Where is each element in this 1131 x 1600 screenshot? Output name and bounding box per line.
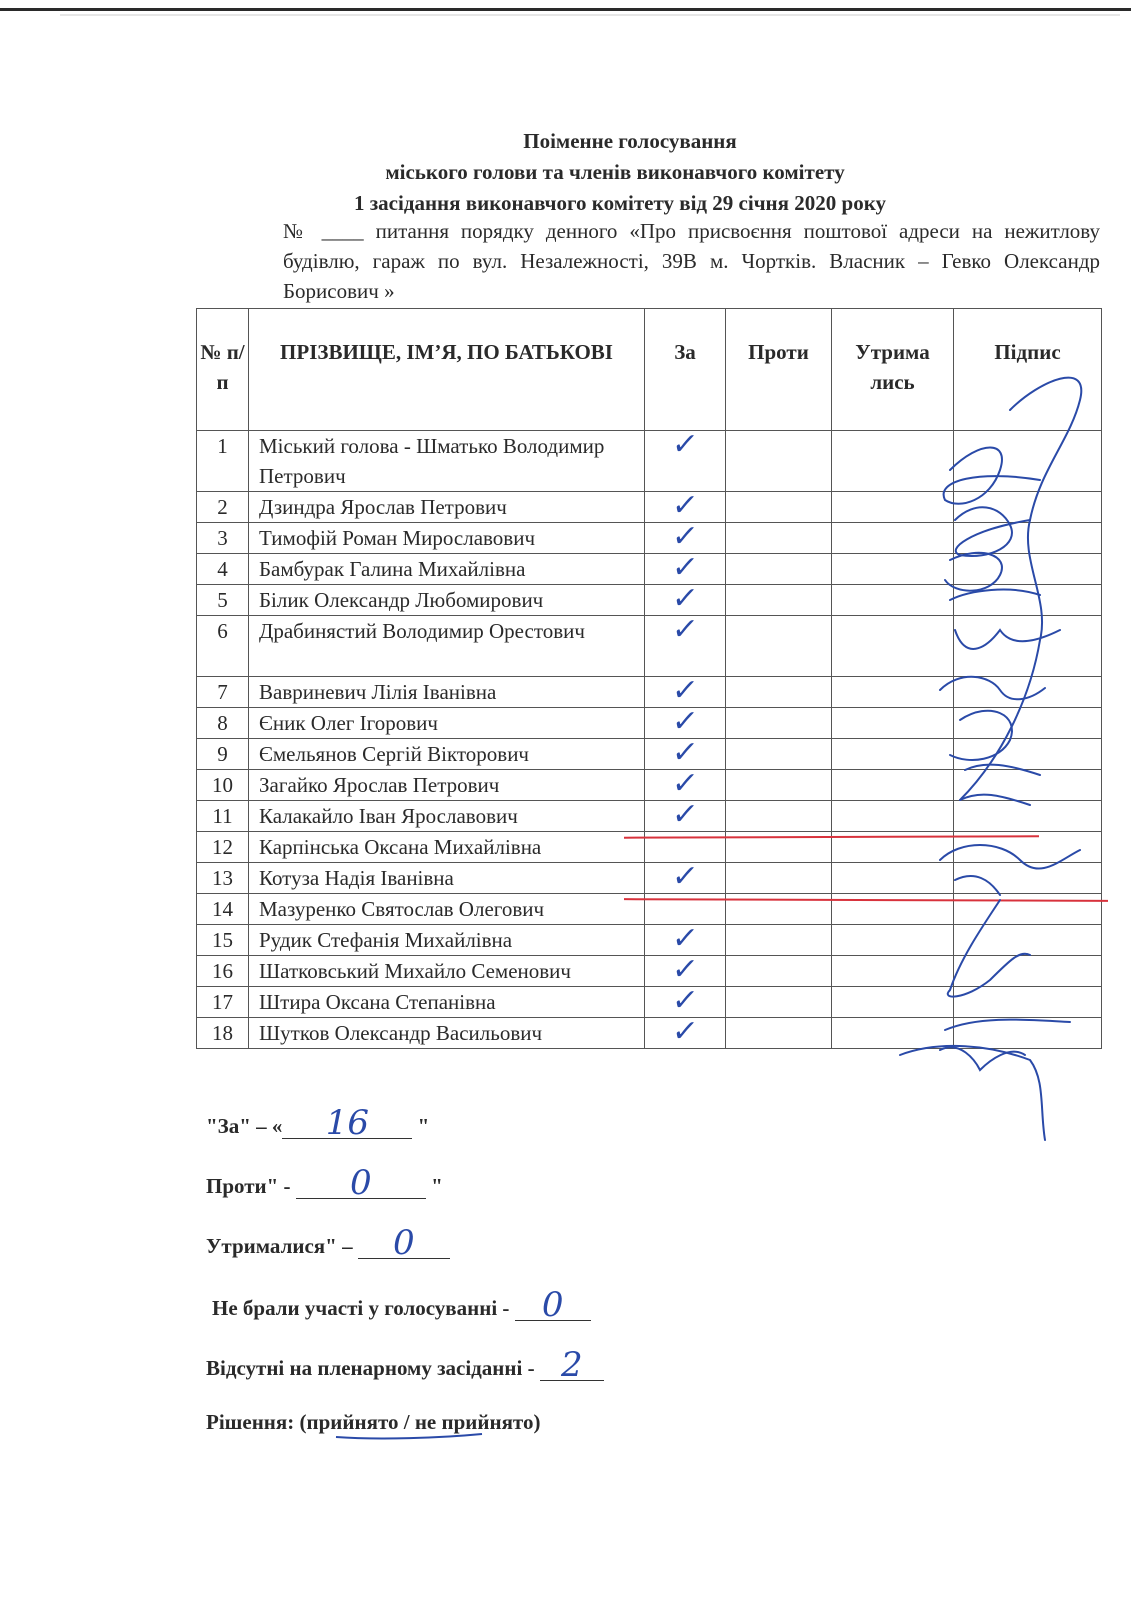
- row-name: Шатковський Михайло Семенович: [249, 956, 645, 987]
- row-num: 6: [197, 616, 249, 677]
- summary-za: [206, 1103, 430, 1143]
- header-num: № п/п: [197, 309, 249, 431]
- summary-ne-brali-label: Не брали участі у голосуванні -: [212, 1296, 515, 1320]
- summary-proty: [206, 1163, 443, 1203]
- row-num: 5: [197, 585, 249, 616]
- row-num: 16: [197, 956, 249, 987]
- summary-ne-brali: [212, 1285, 591, 1325]
- row-name: Єник Олег Ігорович: [249, 708, 645, 739]
- header-utrymalys: Утрима лись: [832, 309, 954, 431]
- row-name: Калакайло Іван Ярославович: [249, 801, 645, 832]
- row-num: 14: [197, 894, 249, 925]
- checkmark-icon: ✓: [670, 797, 701, 832]
- summary-utrym-label: Утрималися" –: [206, 1234, 358, 1258]
- row-num: 17: [197, 987, 249, 1018]
- row-num: 7: [197, 677, 249, 708]
- checkmark-icon: ✓: [670, 519, 701, 554]
- row-num: 13: [197, 863, 249, 894]
- summary-proty-end: ": [425, 1174, 443, 1198]
- title-line-2: міського голови та членів виконавчого комітету: [385, 160, 845, 184]
- row-name: Ємельянов Сергій Вікторович: [249, 739, 645, 770]
- checkmark-icon: ✓: [670, 983, 701, 1018]
- row-num: 15: [197, 925, 249, 956]
- row-name: Вавриневич Лілія Іванівна: [249, 677, 645, 708]
- row-name: Драбинястий Володимир Орестович: [249, 616, 645, 677]
- checkmark-icon: ✓: [670, 952, 701, 987]
- summary-za-value: 16: [282, 1108, 412, 1139]
- checkmark-icon: ✓: [670, 673, 701, 708]
- row-name: Міський голова - Шматько Володимир Петрович: [249, 431, 645, 492]
- summary-za-label: "За" – «: [206, 1114, 283, 1138]
- row-name: Рудик Стефанія Михайлівна: [249, 925, 645, 956]
- summary-proty-value: 0: [296, 1168, 426, 1199]
- row-name: Бамбурак Галина Михайлівна: [249, 554, 645, 585]
- row-num: 3: [197, 523, 249, 554]
- row-num: 1: [197, 431, 249, 492]
- row-num: 10: [197, 770, 249, 801]
- checkmark-icon: ✓: [670, 612, 701, 647]
- row-name: Штира Оксана Степанівна: [249, 987, 645, 1018]
- header-proty: Проти: [726, 309, 832, 431]
- row-num: 2: [197, 492, 249, 523]
- checkmark-icon: ✓: [670, 735, 701, 770]
- row-num: 11: [197, 801, 249, 832]
- agenda-question: № ____ питання порядку денного «Про присвоєння поштової адреси на нежитлову будівлю, гараж по вул. Незалежності, 39В м. Чортків. Власник – Гевко Олександр Борисович »: [283, 219, 1100, 303]
- row-num: 9: [197, 739, 249, 770]
- row-name: Карпінська Оксана Михайлівна: [249, 832, 645, 863]
- row-name: Мазуренко Святослав Олегович: [249, 894, 645, 925]
- checkmark-icon: ✓: [670, 921, 701, 956]
- row-num: 12: [197, 832, 249, 863]
- row-num: 18: [197, 1018, 249, 1049]
- summary-vidsutni: [206, 1345, 604, 1385]
- summary-proty-label: Проти" -: [206, 1174, 296, 1198]
- checkmark-icon: ✓: [670, 581, 701, 616]
- row-num: 8: [197, 708, 249, 739]
- row-name: Загайко Ярослав Петрович: [249, 770, 645, 801]
- summary-utrymalysia: [206, 1223, 450, 1263]
- checkmark-icon: ✓: [670, 766, 701, 801]
- summary-za-end: ": [417, 1114, 430, 1138]
- summary-vidsutni-value: 2: [540, 1350, 604, 1381]
- checkmark-icon: ✓: [670, 1014, 701, 1049]
- header-name: ПРІЗВИЩЕ, ІМ’Я, ПО БАТЬКОВІ: [249, 309, 645, 431]
- row-name: Дзиндра Ярослав Петрович: [249, 492, 645, 523]
- checkmark-icon: ✓: [670, 704, 701, 739]
- decision-line: Рішення: (прийнято / не прийнято): [206, 1410, 541, 1434]
- row-name: Котуза Надія Іванівна: [249, 863, 645, 894]
- row-num: 4: [197, 554, 249, 585]
- checkmark-icon: ✓: [670, 488, 701, 523]
- row-name: Тимофій Роман Мирославович: [249, 523, 645, 554]
- summary-ne-brali-value: 0: [515, 1290, 591, 1321]
- summary-vidsutni-label: Відсутні на пленарному засіданні -: [206, 1356, 540, 1380]
- checkmark-icon: ✓: [670, 550, 701, 585]
- header-pidpys: Підпис: [954, 309, 1102, 431]
- title-line-3: 1 засідання виконавчого комітету від 29 січня 2020 року: [353, 191, 886, 215]
- title-line-1: Поіменне голосування: [523, 129, 737, 153]
- header-za: За: [645, 309, 726, 431]
- row-name: Шутков Олександр Васильович: [249, 1018, 645, 1049]
- checkmark-icon: ✓: [670, 859, 701, 894]
- checkmark-icon: ✓: [670, 427, 701, 462]
- row-name: Білик Олександр Любомирович: [249, 585, 645, 616]
- summary-utrym-value: 0: [358, 1228, 450, 1259]
